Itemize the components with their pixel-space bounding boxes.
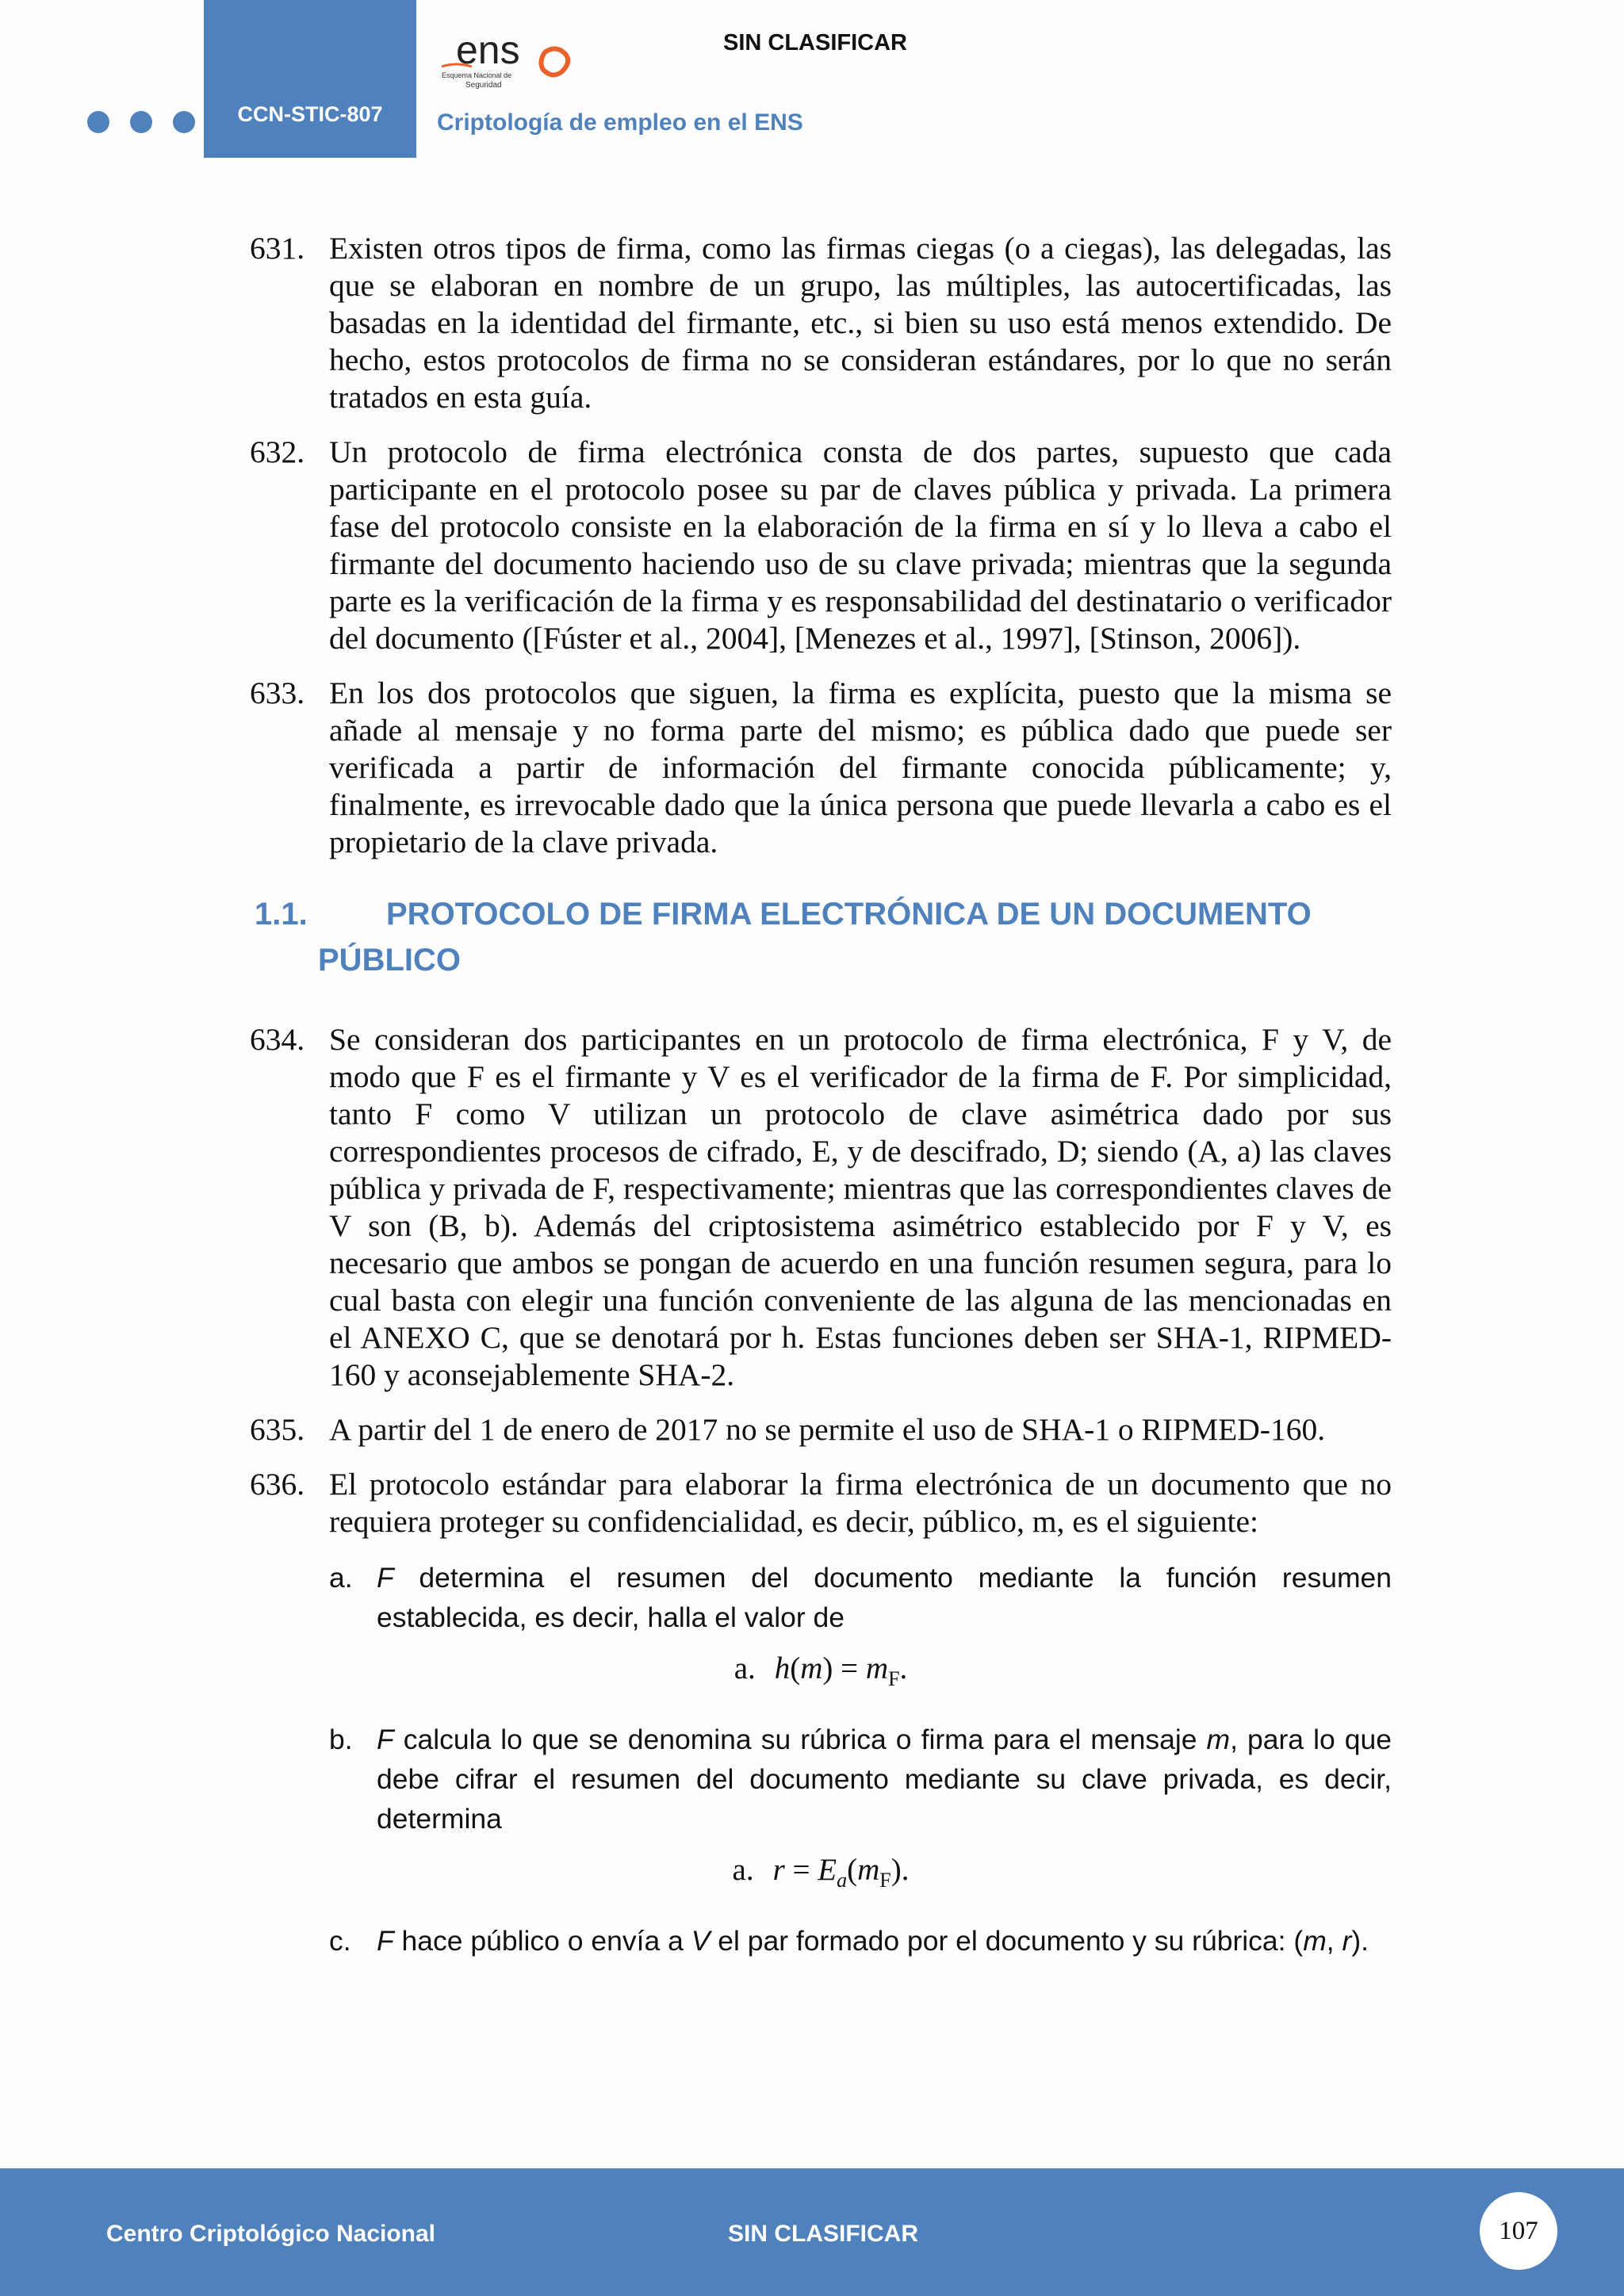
step-letter: a.	[329, 1562, 353, 1594]
step-c	[250, 1921, 1392, 1961]
dot-1	[87, 111, 109, 133]
para-number: 634.	[250, 1022, 305, 1057]
formula-mf-sub: F	[888, 1667, 900, 1690]
para-number: 633.	[250, 675, 305, 710]
formula-m: m	[857, 1852, 880, 1887]
page-number: 107	[1480, 2192, 1557, 2270]
para-text: Existen otros tipos de firma, como las firmas ciegas (o a ciegas), las delegadas, las que se elaboran en nombre de un grupo, las múltiples, las autocertificadas, las basadas en la identidad del firmante, etc., si bien su uso está menos extendido. De hecho, estos protocolos de firma no se consideran estándares, por lo que no serán tratados en esta guía.	[329, 231, 1392, 415]
dot-2	[130, 111, 152, 133]
paragraph-634	[250, 1021, 1392, 1394]
formula-eq: =	[784, 1852, 818, 1887]
para-text: En los dos protocolos que siguen, la firma es explícita, puesto que la misma se añade al mensaje y no forma parte del mismo; es pública dado que puede ser verificada a partir de información del firmante conocida públicamente; y, finalmente, es irrevocable dado que la única persona que puede llevarla a cabo es el propietario de la clave privada.	[329, 675, 1392, 859]
header-dots	[87, 111, 195, 133]
step-text-1: hace público o envía a	[393, 1924, 691, 1957]
footer-org: Centro Criptológico Nacional	[106, 2221, 436, 2247]
step-actor: F	[377, 1924, 394, 1957]
section-title-line1: PROTOCOLO DE FIRMA ELECTRÓNICA DE UN DOCUMENTO	[386, 897, 1312, 932]
step-comma: ,	[1326, 1924, 1342, 1957]
logo-caption-2: Seguridad	[465, 81, 502, 90]
logo-text: ens	[456, 30, 520, 72]
step-m: m	[1303, 1924, 1327, 1957]
paragraph-635	[250, 1411, 1392, 1448]
formula-eq: ) =	[822, 1651, 866, 1686]
formula-E: E	[818, 1852, 837, 1887]
formula-h: h	[774, 1651, 791, 1686]
formula-label: a.	[733, 1651, 756, 1686]
para-number: 632.	[250, 434, 305, 469]
formula-signature: a. $r = E_a(m_F)$.	[732, 1852, 910, 1892]
step-msg: m	[1206, 1723, 1231, 1755]
para-text: El protocolo estándar para elaborar la firma electrónica de un documento que no requiera proteger su confidencialidad, es decir, público, m, es el siguiente:	[329, 1467, 1392, 1539]
section-heading	[255, 891, 1392, 983]
paragraph-632	[250, 434, 1392, 657]
doc-code: CCN-STIC-807	[237, 102, 383, 126]
step-actor-2: V	[691, 1924, 710, 1957]
para-text: Un protocolo de firma electrónica consta de dos partes, supuesto que cada participante en el protocolo posee su par de claves pública y privada. La primera fase del protocolo consiste en la elaboración de la firma en sí y lo lleva a cabo el firmante del documento haciendo uso de su clave privada; mientras que la segunda parte es la verificación de la firma y es responsabilidad del destinatario o verificador del documento ([Fúster et al., 2004], [Menezes et al., 1997], [Stinson, 2006]).	[329, 434, 1392, 656]
formula-label: a.	[732, 1852, 754, 1887]
logo-caption-1: Esquema Nacional de	[442, 71, 512, 79]
step-letter: b.	[329, 1723, 353, 1755]
formula-hash: a. $h(m) = m_F$.	[733, 1651, 908, 1690]
paragraph-636	[250, 1466, 1392, 1540]
para-number: 635.	[250, 1412, 305, 1447]
step-end: ).	[1351, 1924, 1369, 1957]
section-number: 1.1.	[255, 897, 308, 932]
formula-mf: m	[865, 1651, 889, 1686]
doc-code-box	[204, 0, 416, 158]
step-text-1: calcula lo que se denomina su rúbrica o firma para el mensaje	[393, 1723, 1207, 1755]
formula-end: ).	[891, 1852, 910, 1887]
ens-logo	[440, 30, 583, 94]
dot-3	[173, 111, 195, 133]
paragraph-631	[250, 230, 1392, 416]
section-title-line2: PÚBLICO	[318, 943, 461, 978]
footer-classification: SIN CLASIFICAR	[728, 2221, 918, 2247]
step-letter: c.	[329, 1924, 351, 1957]
step-r: r	[1342, 1924, 1352, 1957]
header-classification: SIN CLASIFICAR	[723, 30, 907, 55]
step-text: determina el resumen del documento mediante la función resumen establecida, es decir, halla el valor de	[377, 1562, 1392, 1633]
formula-m-sub: F	[879, 1868, 891, 1892]
paragraph-633	[250, 675, 1392, 861]
formula-E-sub: a	[837, 1868, 848, 1892]
step-a	[250, 1558, 1392, 1637]
step-text-2: el par formado por el documento y su rúbrica: (	[710, 1924, 1304, 1957]
para-text: Se consideran dos participantes en un protocolo de firma electrónica, F y V, de modo que F es el firmante y V es el verificador de la firma de F. Por simplicidad, tanto F como V utilizan un protocolo de clave asimétrica dado por sus correspondientes procesos de cifrado, E, y de descifrado, D; siendo (A, a) las claves pública y privada de F, respectivamente; mientras que las correspondientes claves de V son (B, b). Además del criptosistema asimétrico establecido por F y V, es necesario que ambos se pongan de acuerdo en una función resumen segura, para lo cual basta con elegir una función conveniente de las alguna de las mencionadas en el ANEXO C, que se denotará por h. Estas funciones deben ser SHA-1, RIPMED-160 y aconsejablemente SHA-2.	[329, 1022, 1392, 1392]
step-text-2: , para lo que debe cifrar el resumen del documento mediante su clave privada, es decir, determina	[377, 1723, 1392, 1835]
formula-r: r	[772, 1852, 785, 1887]
page-content	[250, 230, 1392, 1973]
formula-end: .	[899, 1651, 908, 1686]
para-number: 631.	[250, 231, 305, 266]
step-actor: F	[377, 1562, 394, 1594]
formula-m: m	[800, 1651, 823, 1686]
page-footer	[0, 2168, 1624, 2296]
header-subtitle: Criptología de empleo en el ENS	[437, 109, 803, 136]
para-number: 636.	[250, 1467, 305, 1502]
para-text: A partir del 1 de enero de 2017 no se permite el uso de SHA-1 o RIPMED-160.	[329, 1412, 1326, 1447]
step-actor: F	[377, 1723, 394, 1755]
step-b	[250, 1720, 1392, 1839]
